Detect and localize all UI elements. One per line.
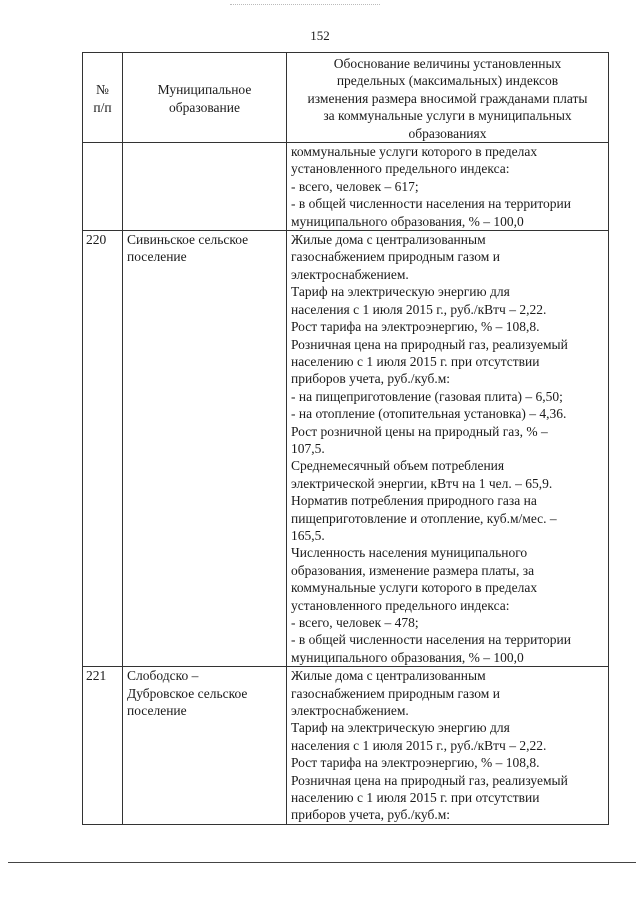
text-line: № (96, 82, 109, 98)
table-row (83, 231, 609, 667)
text-line: образованиях (408, 125, 487, 141)
row-justification (287, 667, 609, 825)
text-line: изменения размера вносимой гражданами платы (307, 90, 588, 106)
row-municipality (123, 143, 287, 231)
text-line: - всего, человек – 478; (291, 615, 419, 630)
text-line: Тариф на электрическую энергию для (291, 284, 510, 300)
tariff-index-table (82, 52, 609, 825)
text-line: коммунальные услуги которого в пределах (291, 144, 538, 160)
text-line: приборов учета, руб./куб.м: (291, 807, 451, 823)
row-number: 220 (83, 231, 123, 667)
row-municipality (123, 667, 287, 825)
text-line: населения с 1 июля 2015 г., руб./кВтч – 2,22. (291, 737, 547, 753)
row-municipality (123, 231, 287, 667)
text-line: населения с 1 июля 2015 г., руб./кВтч – 2,22. (291, 301, 547, 317)
text-line: Жилые дома с централизованным (291, 668, 486, 684)
table-body (83, 143, 609, 825)
text-line: 107,5. (291, 440, 325, 456)
page-number: 152 (310, 28, 330, 43)
scan-artifact-line (230, 4, 380, 5)
text-line: газоснабжением природным газом и (291, 249, 500, 265)
row-justification (287, 231, 609, 667)
text-line: Тариф на электрическую энергию для (291, 720, 510, 736)
text-line: за коммунальные услуги в муниципальных (323, 108, 572, 124)
text-line: - на отопление (отопительная установка) – 4,36. (291, 406, 567, 422)
header-number (83, 53, 123, 143)
text-line: Слободско – (127, 668, 199, 684)
text-line: Муниципальное (157, 82, 252, 98)
row-number: 221 (83, 667, 123, 825)
text-line: Рост розничной цены на природный газ, % – (291, 423, 548, 439)
page-bottom-rule (8, 862, 636, 863)
text-line: муниципального образования, % – 100,0 (291, 213, 524, 229)
text-line: установленного предельного индекса: (291, 161, 510, 177)
text-line: образование (169, 99, 240, 115)
text-line: Обоснование величины установленных (333, 56, 562, 71)
text-line: Сивиньское сельское (127, 232, 249, 248)
row-number (83, 143, 123, 231)
text-line: образования, изменение размера платы, за (291, 562, 535, 578)
text-line: муниципального образования, % – 100,0 (291, 649, 524, 665)
table-row (83, 667, 609, 825)
text-line: Розничная цена на природный газ, реализуемый (291, 336, 568, 352)
text-line: населению с 1 июля 2015 г. при отсутствии (291, 353, 540, 369)
header-justification (287, 53, 609, 143)
table-header-row (83, 53, 609, 143)
text-line: - в общей численности населения на территории (291, 196, 571, 212)
header-municipality (123, 53, 287, 143)
text-line: Жилые дома с централизованным (291, 232, 486, 248)
text-line: электрической энергии, кВтч на 1 чел. – 65,9. (291, 475, 553, 491)
text-line: коммунальные услуги которого в пределах (291, 580, 538, 596)
text-line: Численность населения муниципального (291, 545, 528, 561)
text-line: - всего, человек – 617; (291, 178, 419, 194)
text-line: пищеприготовление и отопление, куб.м/мес. – (291, 510, 557, 526)
text-line: Среднемесячный объем потребления (291, 458, 505, 474)
text-line: предельных (максимальных) индексов (336, 73, 559, 89)
text-line: поселение (127, 703, 187, 719)
text-line: поселение (127, 249, 187, 265)
text-line: п/п (93, 99, 112, 115)
row-justification (287, 143, 609, 231)
text-line: приборов учета, руб./куб.м: (291, 371, 451, 387)
text-line: газоснабжением природным газом и (291, 685, 500, 701)
text-line: - в общей численности населения на территории (291, 632, 571, 648)
text-line: Норматив потребления природного газа на (291, 493, 537, 509)
text-line: электроснабжением. (291, 703, 409, 719)
text-line: Дубровское сельское (127, 685, 248, 701)
text-line: электроснабжением. (291, 266, 409, 282)
table-row (83, 143, 609, 231)
text-line: Розничная цена на природный газ, реализуемый (291, 772, 568, 788)
text-line: Рост тарифа на электроэнергию, % – 108,8. (291, 755, 540, 771)
text-line: - на пищеприготовление (газовая плита) – 6,50; (291, 388, 563, 404)
text-line: населению с 1 июля 2015 г. при отсутствии (291, 790, 540, 806)
text-line: Рост тарифа на электроэнергию, % – 108,8. (291, 319, 540, 335)
text-line: 165,5. (291, 527, 325, 543)
text-line: установленного предельного индекса: (291, 597, 510, 613)
